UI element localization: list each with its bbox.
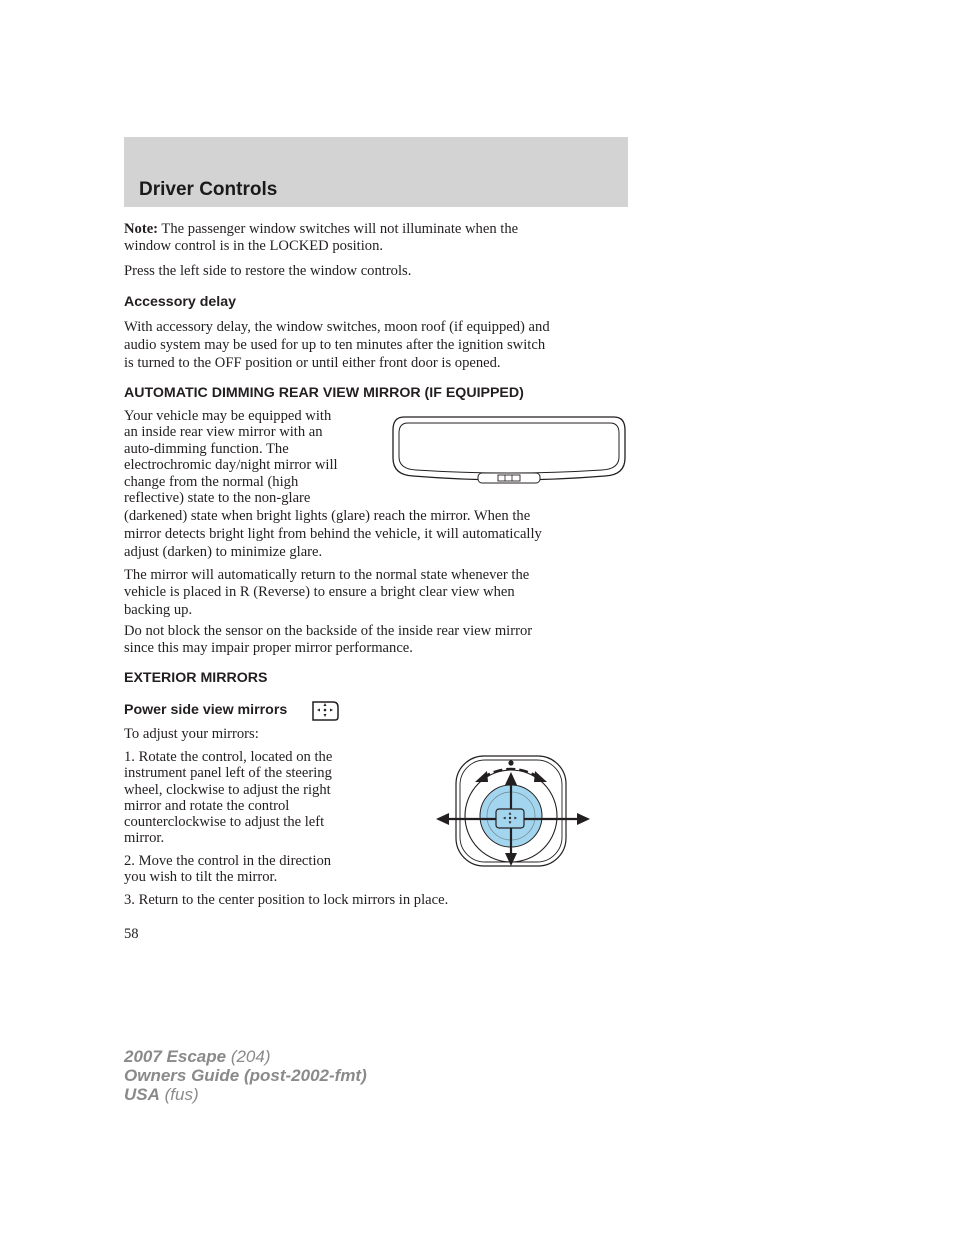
dimming-mirror-intro: Your vehicle may be equipped with an inside rear view mirror with an auto-dimming function. The electrochromic day/night mirror will change from the normal (high reflective) state to the non-glare: [124, 408, 338, 507]
exterior-mirrors-heading: EXTERIOR MIRRORS: [124, 670, 268, 686]
page-number: 58: [124, 926, 139, 942]
footer-guide: Owners Guide (post-2002-fmt): [124, 1066, 367, 1085]
dimming-mirror-continued: (darkened) state when bright lights (glare) reach the mirror. When the mirror detects bright light from behind the vehicle, it will automatically adjust (darken) to minimize glare.: [124, 508, 542, 560]
rear-view-mirror-illustration: [390, 414, 628, 486]
dimming-mirror-sensor-paragraph: Do not block the sensor on the backside of the inside rear view mirror since this may impair proper mirror performance.: [124, 623, 533, 657]
accessory-delay-paragraph: With accessory delay, the window switches, moon roof (if equipped) and audio system may be used for up to ten minutes after the ignition switch is turned to the OFF position or until either front door is opened.: [124, 319, 550, 371]
power-side-mirrors-heading: Power side view mirrors: [124, 702, 288, 718]
step-2-paragraph: 2. Move the control in the direction you wish to tilt the mirror.: [124, 853, 332, 886]
note-paragraph: [124, 221, 518, 255]
section-title: Driver Controls: [139, 179, 278, 200]
step-3-paragraph: 3. Return to the center position to lock mirrors in place.: [124, 892, 449, 908]
document-footer: [124, 1047, 367, 1104]
accessory-delay-heading: Accessory delay: [124, 294, 236, 310]
footer-model: 2007 Escape: [124, 1047, 227, 1066]
step-1-paragraph: 1. Rotate the control, located on the instrument panel left of the steering wheel, clockwise to adjust the right mirror and rotate the control counterclockwise to adjust the left mirror.: [124, 749, 333, 847]
footer-model-code: (204): [226, 1047, 271, 1066]
dimming-mirror-heading: AUTOMATIC DIMMING REAR VIEW MIRROR (IF EQUIPPED): [124, 385, 524, 401]
section-header-bar: [124, 137, 628, 207]
note-text-1: The passenger window switches will not illuminate when the: [158, 221, 519, 237]
note-label: Note:: [124, 221, 159, 237]
power-mirror-icon: [311, 700, 341, 722]
adjust-mirrors-intro: To adjust your mirrors:: [124, 726, 259, 742]
mirror-control-knob-illustration: [432, 752, 594, 870]
footer-market-code: (fus): [159, 1085, 199, 1104]
restore-paragraph: Press the left side to restore the window controls.: [124, 263, 412, 279]
note-text-2: window control is in the LOCKED position.: [124, 238, 384, 254]
footer-market: USA: [124, 1085, 160, 1104]
dimming-mirror-reverse-paragraph: The mirror will automatically return to the normal state whenever the vehicle is placed in R (Reverse) to ensure a bright clear view when backing up.: [124, 567, 530, 618]
